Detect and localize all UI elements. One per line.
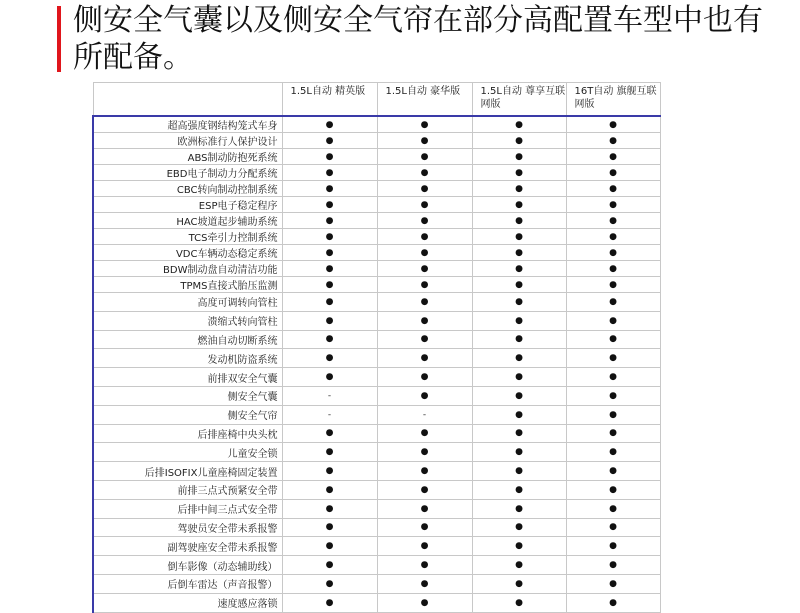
table-row (93, 311, 660, 330)
equipped-mark: ● (472, 593, 566, 612)
equipped-mark: ● (566, 537, 660, 556)
equipped-mark: ● (282, 499, 377, 518)
equipped-mark: ● (377, 556, 472, 575)
feature-label: 侧安全气囊 (93, 386, 282, 405)
equipped-mark: ● (472, 424, 566, 443)
table-row (93, 277, 660, 293)
equipped-mark: ● (377, 518, 472, 537)
equipped-mark: ● (377, 537, 472, 556)
feature-label: 发动机防盗系统 (93, 349, 282, 368)
equipped-mark: ● (377, 462, 472, 481)
equipped-mark: ● (282, 556, 377, 575)
equipped-mark: ● (566, 133, 660, 149)
equipped-mark: ● (472, 368, 566, 387)
equipped-mark: ● (472, 443, 566, 462)
equipped-mark: ● (566, 261, 660, 277)
equipped-mark: ● (472, 229, 566, 245)
table-row (93, 261, 660, 277)
equipped-mark: ● (282, 213, 377, 229)
equipped-mark: ● (282, 261, 377, 277)
feature-label: 超高强度钢结构笼式车身 (93, 116, 282, 133)
equipped-mark: ● (566, 499, 660, 518)
equipped-mark: ● (566, 245, 660, 261)
table-row (93, 574, 660, 593)
equipped-mark: ● (566, 424, 660, 443)
equipped-mark: ● (472, 574, 566, 593)
feature-label: TPMS直接式胎压监测 (93, 277, 282, 293)
feature-label: 侧安全气帘 (93, 405, 282, 424)
equipped-mark: ● (377, 349, 472, 368)
equipped-mark: ● (566, 330, 660, 349)
table-row (93, 165, 660, 181)
table-row (93, 149, 660, 165)
table-corner-cell (93, 83, 282, 117)
table-row (93, 518, 660, 537)
equipped-mark: ● (472, 116, 566, 133)
equipped-mark: ● (472, 462, 566, 481)
equipped-mark: ● (566, 556, 660, 575)
equipped-mark: ● (472, 261, 566, 277)
equipped-mark: ● (566, 213, 660, 229)
equipped-mark: ● (282, 149, 377, 165)
table-row (93, 386, 660, 405)
equipped-mark: ● (472, 311, 566, 330)
equipped-mark: ● (472, 213, 566, 229)
equipped-mark: ● (282, 443, 377, 462)
not-equipped-mark: - (282, 386, 377, 405)
equipped-mark: ● (377, 593, 472, 612)
equipped-mark: ● (282, 293, 377, 312)
equipped-mark: ● (377, 386, 472, 405)
feature-label: 高度可调转向管柱 (93, 293, 282, 312)
table-row (93, 229, 660, 245)
feature-label: 燃油自动切断系统 (93, 330, 282, 349)
table-row (93, 293, 660, 312)
table-row (93, 480, 660, 499)
equipped-mark: ● (566, 480, 660, 499)
table-row (93, 405, 660, 424)
table-row (93, 197, 660, 213)
feature-label: 儿童安全锁 (93, 443, 282, 462)
equipped-mark: ● (472, 518, 566, 537)
feature-label: ABS制动防抱死系统 (93, 149, 282, 165)
table-row (93, 349, 660, 368)
equipped-mark: ● (472, 349, 566, 368)
equipped-mark: ● (282, 133, 377, 149)
equipped-mark: ● (282, 518, 377, 537)
table-row (93, 593, 660, 612)
equipped-mark: ● (282, 593, 377, 612)
not-equipped-mark: - (282, 405, 377, 424)
equipped-mark: ● (377, 330, 472, 349)
equipped-mark: ● (377, 311, 472, 330)
equipped-mark: ● (377, 480, 472, 499)
table-row (93, 368, 660, 387)
equipped-mark: ● (282, 537, 377, 556)
feature-label: 速度感应落锁 (93, 593, 282, 612)
equipped-mark: ● (282, 368, 377, 387)
column-header: 1.5L自动 豪华版 (377, 83, 472, 117)
equipped-mark: ● (282, 330, 377, 349)
table-row (93, 556, 660, 575)
equipped-mark: ● (282, 229, 377, 245)
equipped-mark: ● (282, 349, 377, 368)
column-header: 16T自动 旗舰互联网版 (566, 83, 660, 117)
equipped-mark: ● (377, 574, 472, 593)
feature-label: 前排三点式预紧安全带 (93, 480, 282, 499)
equipped-mark: ● (282, 311, 377, 330)
equipped-mark: ● (472, 480, 566, 499)
equipped-mark: ● (377, 133, 472, 149)
equipped-mark: ● (377, 116, 472, 133)
feature-label: 溃缩式转向管柱 (93, 311, 282, 330)
equipped-mark: ● (472, 277, 566, 293)
equipped-mark: ● (472, 405, 566, 424)
equipped-mark: ● (282, 245, 377, 261)
equipped-mark: ● (282, 277, 377, 293)
feature-label: 前排双安全气囊 (93, 368, 282, 387)
heading-accent-bar (57, 6, 61, 72)
table-row (93, 116, 660, 133)
equipped-mark: ● (282, 574, 377, 593)
equipped-mark: ● (472, 537, 566, 556)
equipped-mark: ● (472, 181, 566, 197)
feature-label: 副驾驶座安全带未系报警 (93, 537, 282, 556)
feature-label: 后倒车雷达（声音报警） (93, 574, 282, 593)
equipped-mark: ● (566, 462, 660, 481)
equipped-mark: ● (566, 518, 660, 537)
feature-label: 后排中间三点式安全带 (93, 499, 282, 518)
table-row (93, 245, 660, 261)
column-header: 1.5L自动 精英版 (282, 83, 377, 117)
equipped-mark: ● (566, 386, 660, 405)
equipped-mark: ● (282, 116, 377, 133)
equipped-mark: ● (472, 245, 566, 261)
table-body (93, 116, 660, 612)
feature-label: 欧洲标准行人保护设计 (93, 133, 282, 149)
table-row (93, 330, 660, 349)
equipped-mark: ● (472, 330, 566, 349)
equipped-mark: ● (377, 277, 472, 293)
equipped-mark: ● (377, 245, 472, 261)
equipped-mark: ● (377, 261, 472, 277)
equipped-mark: ● (472, 556, 566, 575)
equipped-mark: ● (566, 116, 660, 133)
equipped-mark: ● (282, 197, 377, 213)
equipped-mark: ● (566, 349, 660, 368)
feature-label: VDC车辆动态稳定系统 (93, 245, 282, 261)
equipped-mark: ● (377, 213, 472, 229)
equipped-mark: ● (566, 311, 660, 330)
table-row (93, 133, 660, 149)
equipped-mark: ● (566, 593, 660, 612)
equipped-mark: ● (566, 443, 660, 462)
equipped-mark: ● (566, 197, 660, 213)
equipped-mark: ● (377, 368, 472, 387)
feature-label: ESP电子稳定程序 (93, 197, 282, 213)
equipped-mark: ● (566, 229, 660, 245)
feature-label: 后排座椅中央头枕 (93, 424, 282, 443)
equipped-mark: ● (566, 368, 660, 387)
equipped-mark: ● (566, 405, 660, 424)
equipped-mark: ● (377, 165, 472, 181)
table-row (93, 424, 660, 443)
equipped-mark: ● (377, 443, 472, 462)
equipped-mark: ● (377, 197, 472, 213)
equipped-mark: ● (566, 277, 660, 293)
feature-label: 驾驶员安全带未系报警 (93, 518, 282, 537)
table-header-row (93, 83, 660, 117)
equipped-mark: ● (377, 229, 472, 245)
equipped-mark: ● (282, 462, 377, 481)
table-row (93, 181, 660, 197)
feature-label: TCS牵引力控制系统 (93, 229, 282, 245)
safety-config-table (92, 82, 661, 613)
page-heading: 侧安全气囊以及侧安全气帘在部分高配置车型中也有所配备。 (73, 3, 763, 75)
feature-label: 后排ISOFIX儿童座椅固定装置 (93, 462, 282, 481)
equipped-mark: ● (566, 181, 660, 197)
equipped-mark: ● (566, 149, 660, 165)
equipped-mark: ● (566, 574, 660, 593)
equipped-mark: ● (472, 386, 566, 405)
equipped-mark: ● (377, 293, 472, 312)
table-row (93, 443, 660, 462)
table-row (93, 499, 660, 518)
equipped-mark: ● (472, 133, 566, 149)
table-row (93, 537, 660, 556)
feature-label: BDW制动盘自动清洁功能 (93, 261, 282, 277)
feature-label: CBC转向制动控制系统 (93, 181, 282, 197)
equipped-mark: ● (566, 165, 660, 181)
equipped-mark: ● (282, 424, 377, 443)
equipped-mark: ● (472, 165, 566, 181)
equipped-mark: ● (377, 149, 472, 165)
equipped-mark: ● (282, 480, 377, 499)
table-row (93, 213, 660, 229)
feature-label: 倒车影像（动态辅助线） (93, 556, 282, 575)
table-row (93, 462, 660, 481)
equipped-mark: ● (566, 293, 660, 312)
equipped-mark: ● (472, 197, 566, 213)
equipped-mark: ● (377, 499, 472, 518)
equipped-mark: ● (377, 424, 472, 443)
equipped-mark: ● (282, 181, 377, 197)
not-equipped-mark: - (377, 405, 472, 424)
feature-label: EBD电子制动力分配系统 (93, 165, 282, 181)
equipped-mark: ● (472, 293, 566, 312)
feature-label: HAC坡道起步辅助系统 (93, 213, 282, 229)
equipped-mark: ● (282, 165, 377, 181)
column-header: 1.5L自动 尊享互联网版 (472, 83, 566, 117)
equipped-mark: ● (377, 181, 472, 197)
equipped-mark: ● (472, 149, 566, 165)
equipped-mark: ● (472, 499, 566, 518)
